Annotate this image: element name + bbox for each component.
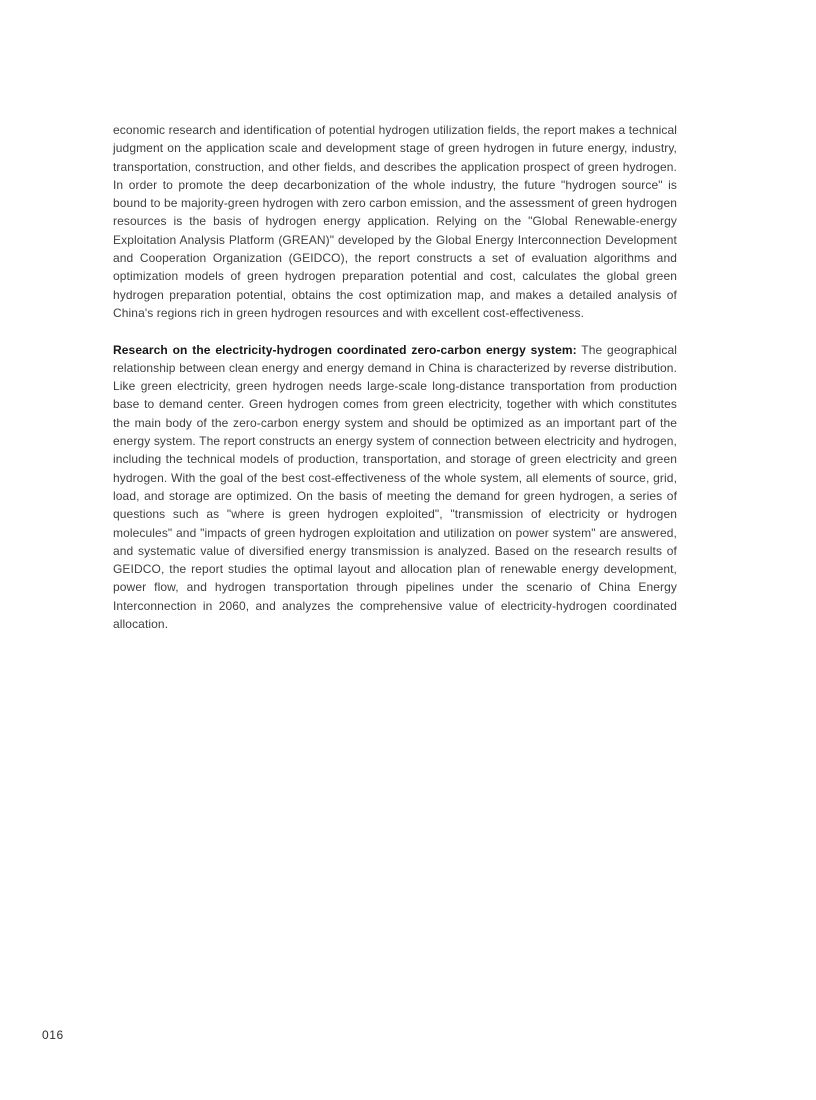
page-number: 016	[42, 1028, 64, 1042]
paragraph-hydrogen-utilization-continuation: economic research and identification of potential hydrogen utilization fields, the report makes a technical judgment on the application scale and development stage of green hydrogen in future energy, industry, transportation, construction, and other fields, and describes the application prospect of green hydrogen. In order to promote the deep decarbonization of the whole industry, the future "hydrogen source" is bound to be majority-green hydrogen with zero carbon emission, and the assessment of green hydrogen resources is the basis of hydrogen energy application. Relying on the "Global Renewable-energy Exploitation Analysis Platform (GREAN)" developed by the Global Energy Interconnection Development and Cooperation Organization (GEIDCO), the report constructs a set of evaluation algorithms and optimization models of green hydrogen preparation potential and cost, calculates the global green hydrogen preparation potential, obtains the cost optimization map, and makes a detailed analysis of China's regions rich in green hydrogen resources and with excellent cost-effectiveness.	[113, 123, 677, 320]
paragraph-body-text: The geographical relationship between clean energy and energy demand in China is characterized by reverse distribution. Like green electricity, green hydrogen needs large-scale long-distance transportation from production base to demand center. Green hydrogen comes from green electricity, together with which constitutes the main body of the zero-carbon energy system and should be optimized as an important part of the energy system. The report constructs an energy system of connection between electricity and hydrogen, including the technical models of production, transportation, and storage of green electricity and green hydrogen. With the goal of the best cost-effectiveness of the whole system, all elements of source, grid, load, and storage are optimized. On the basis of meeting the demand for green hydrogen, a series of questions such as "where is green hydrogen exploited", "transmission of electricity or hydrogen molecules" and "impacts of green hydrogen exploitation and utilization on power system" are answered, and systematic value of diversified energy transmission is analyzed. Based on the research results of GEIDCO, the report studies the optimal layout and allocation plan of renewable energy development, power flow, and hydrogen transportation through pipelines under the scenario of China Energy Interconnection in 2060, and analyzes the comprehensive value of electricity-hydrogen coordinated allocation.	[113, 342, 677, 632]
text-column	[113, 121, 677, 633]
paragraph-lead-bold-heading: Research on the electricity-hydrogen coordinated zero-carbon energy system:	[113, 342, 577, 357]
paragraph-electricity-hydrogen-system	[113, 341, 677, 634]
